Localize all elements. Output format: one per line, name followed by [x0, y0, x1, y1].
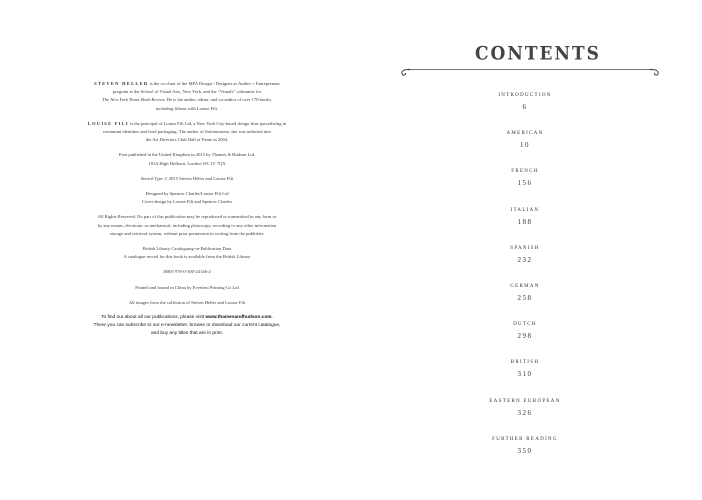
toc-entry-label: INTRODUCTION: [498, 93, 552, 98]
toc-entry-label: BRITISH: [510, 360, 540, 366]
toc-entry[interactable]: [485, 168, 565, 206]
copyright-line: Stencil Type © 2015 Steven Heller and Louise Fili: [140, 175, 234, 181]
toc-entry-page-number: 232: [517, 255, 533, 264]
toc-entry[interactable]: [485, 245, 565, 283]
toc-entry-label: ITALIAN: [510, 207, 540, 213]
toc-entry[interactable]: [485, 359, 565, 397]
colophon-page: [22, 80, 352, 345]
isbn: ISBN 978-0-500-24146-2: [163, 269, 211, 275]
toc-entry-page-number: 298: [517, 332, 533, 341]
toc-entry[interactable]: [485, 207, 565, 245]
images-credit: All images from the collection of Steven Heller and Louise Fili: [128, 299, 246, 305]
toc-entry-page-number: 310: [517, 370, 533, 379]
toc-entry-label: AMERICAN: [506, 131, 544, 137]
toc-entry-page-number: 188: [517, 217, 533, 226]
printed-info: Printed and bound in China by Everbest Printing Co Ltd: [135, 284, 239, 290]
toc-entry[interactable]: [485, 436, 565, 474]
publisher-info: First published in the United Kingdom in 2015 by Thames & Hudson Ltd, 181A High Holborn, London WC1V 7QX: [118, 152, 256, 166]
toc-entry[interactable]: [485, 398, 565, 436]
toc-entry-page-number: 156: [517, 179, 533, 188]
cip-data: British Library Cataloguing-in-Publication Data A catalogue record for this book is available from the British Library: [123, 246, 251, 260]
toc-entry[interactable]: [485, 321, 565, 359]
toc-entry-page-number: 258: [517, 293, 533, 302]
author-name-heller: STEVEN HELLER: [94, 81, 149, 86]
table-of-contents: [485, 92, 565, 474]
contents-title: CONTENTS: [475, 43, 601, 65]
website-info: To find out about all our publications, please visit www.thamesandhudson.com. There you can subscribe to our e-newsletter, browse or download our current catalogue, and buy any titles that are in print.: [93, 315, 281, 337]
toc-entry-page-number: 6: [522, 103, 528, 111]
toc-entry-label: FRENCH: [511, 169, 539, 175]
ornamental-rule-icon: [395, 64, 665, 78]
toc-entry-label: DUTCH: [513, 322, 537, 328]
toc-entry[interactable]: [485, 283, 565, 321]
toc-entry[interactable]: [485, 130, 565, 168]
design-credits: Designed by Spencer Charles/Louise Fili Ltd Cover design by Louise Fili and Spencer Charles: [141, 191, 233, 205]
toc-entry-label: EASTERN EUROPEAN: [489, 398, 561, 404]
toc-entry-label: SPANISH: [510, 245, 540, 251]
toc-entry[interactable]: [485, 92, 565, 130]
toc-entry-page-number: 10: [520, 141, 530, 150]
website-link[interactable]: www.thamesandhudson.com: [205, 315, 272, 321]
toc-entry-page-number: 350: [517, 446, 533, 455]
toc-entry-label: FURTHER READING: [492, 436, 558, 442]
author-name-fili: LOUISE FILI: [87, 120, 129, 126]
toc-entry-page-number: 326: [517, 408, 533, 417]
bio-steven-heller: STEVEN HELLER is the co-chair of the MFA Design / Designer as Author + Entrepreneur program at the School of Visual Arts, New York, and the “Visuals” columnist for The New York Times Book Review. He is the author, editor, and co-author of over 170 books, including fifteen with Louise Fili.: [94, 81, 280, 111]
rights-notice: All Rights Reserved. No part of this publication may be reproduced or transmitted in any form or by any means, electronic or mechanical, including photocopy, recording or any other information storage and retrieval system, without prior permission in writing from the publisher.: [97, 214, 277, 236]
toc-entry-label: GERMAN: [510, 283, 540, 289]
bio-louise-fili: LOUISE FILI is the principal of Louise Fili Ltd, a New York City-based design firm specializing in restaurant identities and food packaging. The author of Italianissimo, she was inducted into the Art Directors Club Hall of Fame in 2004.: [87, 120, 287, 143]
